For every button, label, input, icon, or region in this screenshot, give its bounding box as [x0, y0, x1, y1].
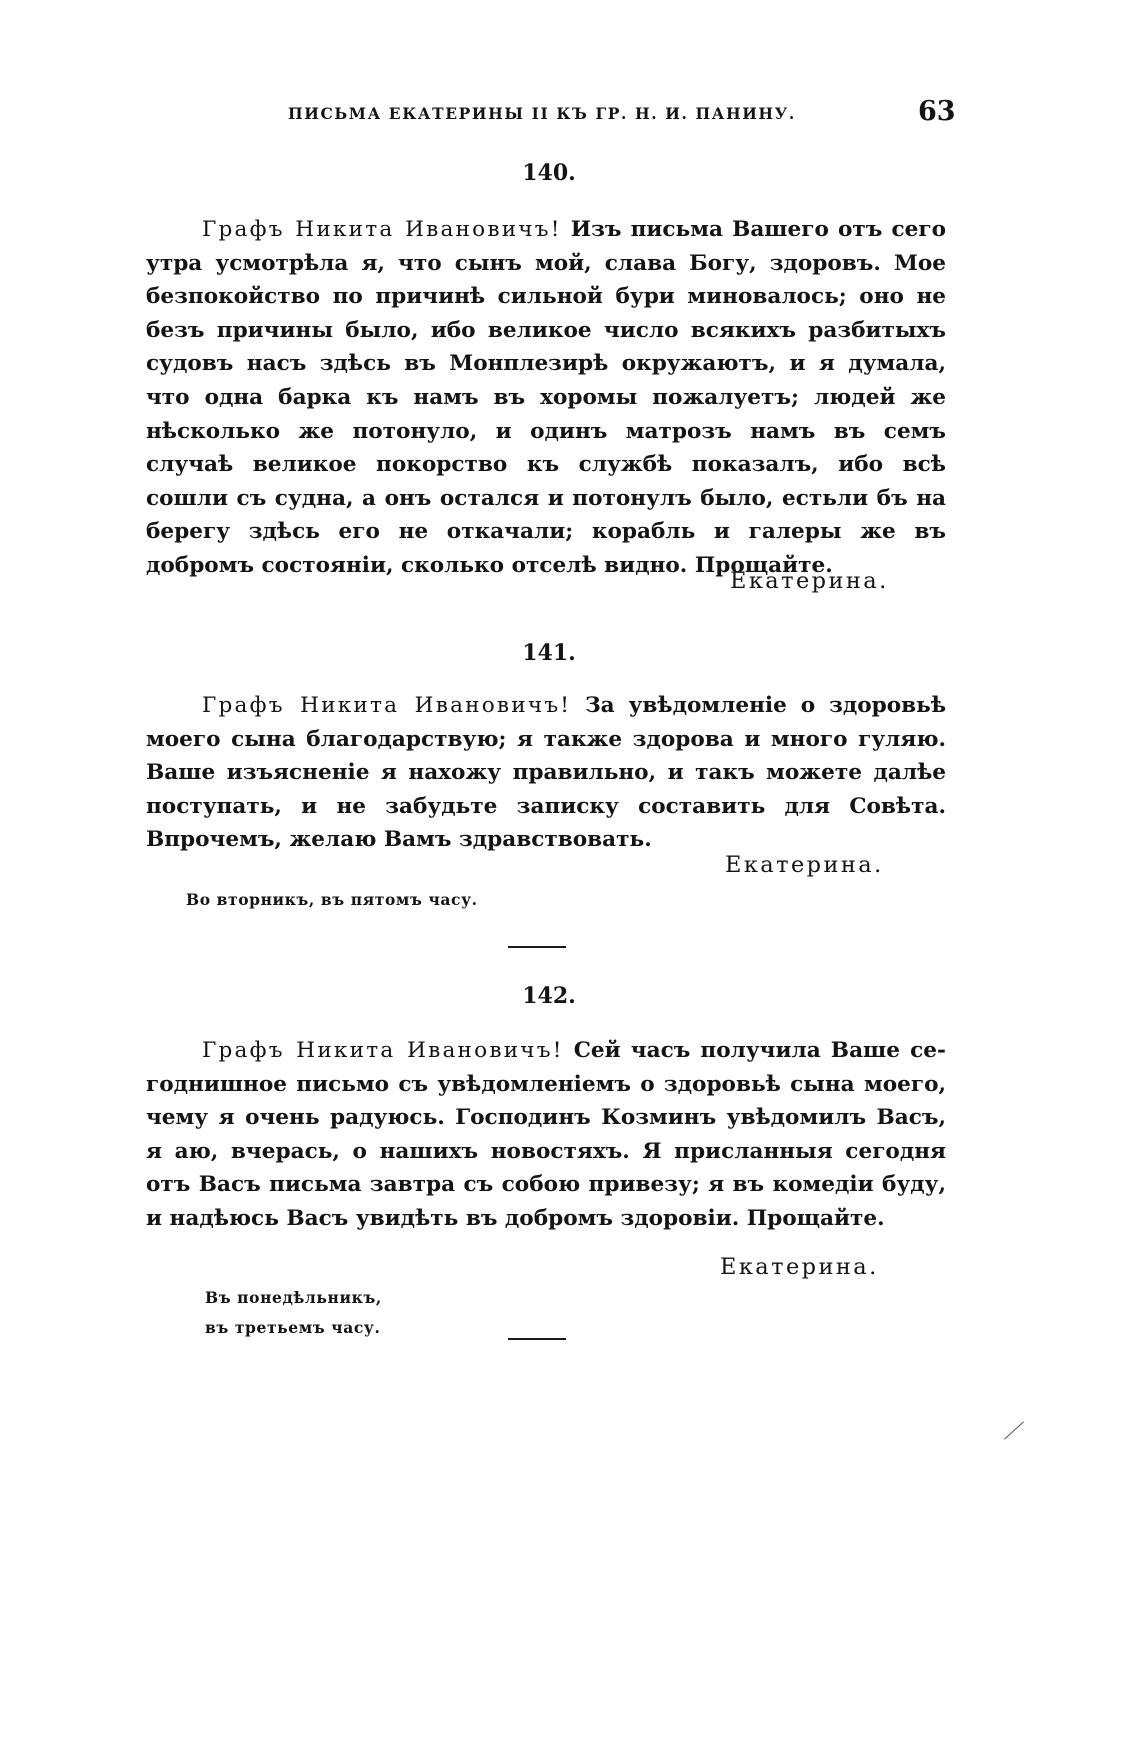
letter-number-141: 141. [522, 640, 576, 666]
end-divider [508, 1338, 566, 1340]
pencil-mark [1004, 1421, 1024, 1439]
letter-142-dateline-line-2: въ третьемъ часу. [205, 1318, 381, 1337]
letter-141-body: За увѣдомленіе о здоровьѣ моего сына благодарствую; я также здорова и много гуляю. Ваше изъясненіе я нахожу правильно, и такъ можете далѣе поступать, и не забудьте записку составить для Совѣта. Впрочемъ, желаю Вамъ здравствовать. [146, 693, 946, 853]
letter-141-signature: Екатерина. [725, 852, 884, 878]
letter-140-body: Изъ письма Вашего отъ сего утра усмотрѣла я, что сынъ мой, слава Богу, здоровъ. Мое безпокойство по причинѣ сильной бури миновалось; оно не безъ причины было, ибо великое число всякихъ разбитыхъ судовъ насъ здѣсь въ Монплезирѣ окружаютъ, и я думала, что одна барка къ намъ въ хоромы пожалуетъ; людей же нѣсколько же потонуло, и одинъ матрозъ намъ въ семъ случаѣ великое покорство къ службѣ показалъ, ибо всѣ сошли съ судна, а онъ остался и потонулъ было, естьли бъ на берегу здѣсь его не откачали; корабль и галеры же въ добромъ состоянiи, сколько отселѣ видно. Прощайте. [146, 217, 946, 578]
letter-number-142: 142. [522, 983, 576, 1009]
letter-141-text [146, 689, 946, 857]
section-divider [508, 946, 566, 948]
letter-number-140: 140. [522, 160, 576, 186]
letter-142-dateline [205, 1283, 382, 1343]
letter-142-signature: Екатерина. [720, 1254, 879, 1280]
letter-140-signature: Екатерина. [730, 568, 889, 594]
letter-141-dateline: Во вторникъ, въ пятомъ часу. [186, 890, 478, 909]
letter-142-text [146, 1034, 946, 1236]
page-number: 63 [918, 96, 956, 127]
letter-140-text [146, 213, 946, 583]
letter-142-body: Сей часъ получила Ваше сегоднишное письмо съ увѣдомленіемъ о здоровьѣ сына моего, чему я очень радуюсь. Господинъ Козминъ увѣдомилъ Васъ, я аю, вчерась, о нашихъ новостяхъ. Я присланныя сегодня отъ Васъ письма завтра съ собою привезу; я въ комедіи буду, и надѣюсь Васъ увидѣть въ добромъ здоровіи. Прощайте. [146, 1038, 946, 1231]
letter-141-salutation: Графъ Никита Ивановичъ! [202, 693, 572, 718]
letter-142-dateline-line-1: Въ понедѣльникъ, [205, 1288, 382, 1307]
letter-142-salutation: Графъ Никита Ивановичъ! [202, 1038, 564, 1063]
letter-140-salutation: Графъ Никита Ивановичъ! [202, 217, 562, 242]
running-head: ПИСЬМА ЕКАТЕРИНЫ II КЪ ГР. Н. И. ПАНИНУ. [288, 104, 796, 123]
